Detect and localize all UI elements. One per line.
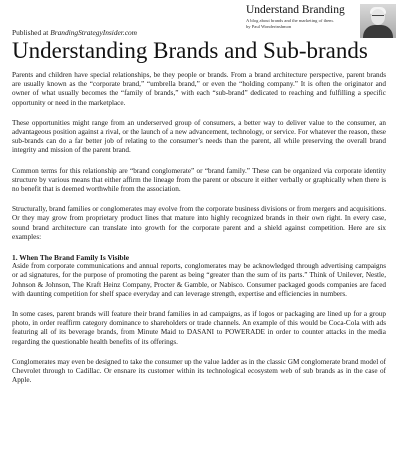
paragraph-2: These opportunities might range from an underserved group of consumers, a better way to deliver value to the consumer, an advantageous position against a rival, or the launch of a new advancement, technology, or service. For whatever the reason, these sub-brands can do a far better job of relating to the consumer’s needs than the parent, all while preserving the overall brand integrity and mission of the parent brand. xyxy=(12,118,386,155)
blog-tagline-text: A blog about brands and the marketing of them. xyxy=(246,18,334,23)
paragraph-1: Parents and children have special relationships, be they people or brands. From a brand architecture perspective, parent brands are usually known as the “corporate brand,” “umbrella brand,” or even the “holding company.” It is often the originator and owner of what usually becomes the “family of brands,” with each “sub-brand” dedicated to reaching and fulfilling a specific opportunity or need in the marketplace. xyxy=(12,71,386,107)
blog-author: by Paul Wonderinshmon xyxy=(246,23,292,29)
section-1-paragraph-1: Aside from corporate communications and annual reports, conglomerates may be acknowledged through advertising campaigns or ad signatures, for the purpose of promoting the parent as being “greater than the sum of its parts.” Think of Unilever, Nestle, Johnson & Johnson, The Kraft Heinz Company, Procter & Gamble, or Nabisco. Consumer packaged goods companies are faced with daunting competition for shelf space everyday and can leverage strength, expertise and efficiencies in numbers. xyxy=(12,262,386,298)
page-title: Understanding Brands and Sub-brands xyxy=(12,38,368,63)
author-portrait-icon xyxy=(360,4,396,38)
published-line xyxy=(12,28,137,37)
avatar-glasses xyxy=(372,15,384,19)
blog-masthead xyxy=(246,4,396,38)
paragraph-3: Common terms for this relationship are “brand conglomerate” or “brand family.” These can be organized via corporate identity structure by various means that either affirm the lineage from the parent or obscure it either verbally or graphically when there is no benefit that is deemed worthwhile from the association. xyxy=(12,166,386,194)
published-site-link[interactable]: BrandingStrategyInsider.com xyxy=(50,28,138,37)
paragraph-4: Structurally, brand families or conglomerates may evolve from the corporate business divisions or from mergers and acquisitions. Or they may grow from proprietary product lines that mature into highly recognized brands in their own right. In every case, sound brand architecture can translate into growth for the corporate parent and a shield against competition. Here are six examples: xyxy=(12,205,386,241)
avatar-shoulders xyxy=(363,25,393,38)
section-1-paragraph-3: Conglomerates may even be designed to take the consumer up the value ladder as in the classic GM conglomerate brand model of Chevrolet through to Cadillac. Or ensnare its customer within its technological ecosystem web of sub brands as in the case of Apple. xyxy=(12,357,386,385)
blog-tagline xyxy=(246,18,354,29)
blog-title: Understand Branding xyxy=(246,4,345,16)
article-body xyxy=(12,71,386,396)
section-1-paragraph-2: In some cases, parent brands will feature their brand families in ad campaigns, as if logos or packaging are lined up for a group photo, in order reaffirm category dominance to shareholders or trade channels. An example of this would be Coca-Cola with ads featuring all of its beverage brands, from Minute Maid to DASANI to POWERADE in order to counter attacks in the media regarding the questionable health benefits of its offerings. xyxy=(12,310,386,346)
section-1-heading: 1. When The Brand Family Is Visible xyxy=(12,253,129,263)
published-prefix: Published at xyxy=(12,28,51,37)
